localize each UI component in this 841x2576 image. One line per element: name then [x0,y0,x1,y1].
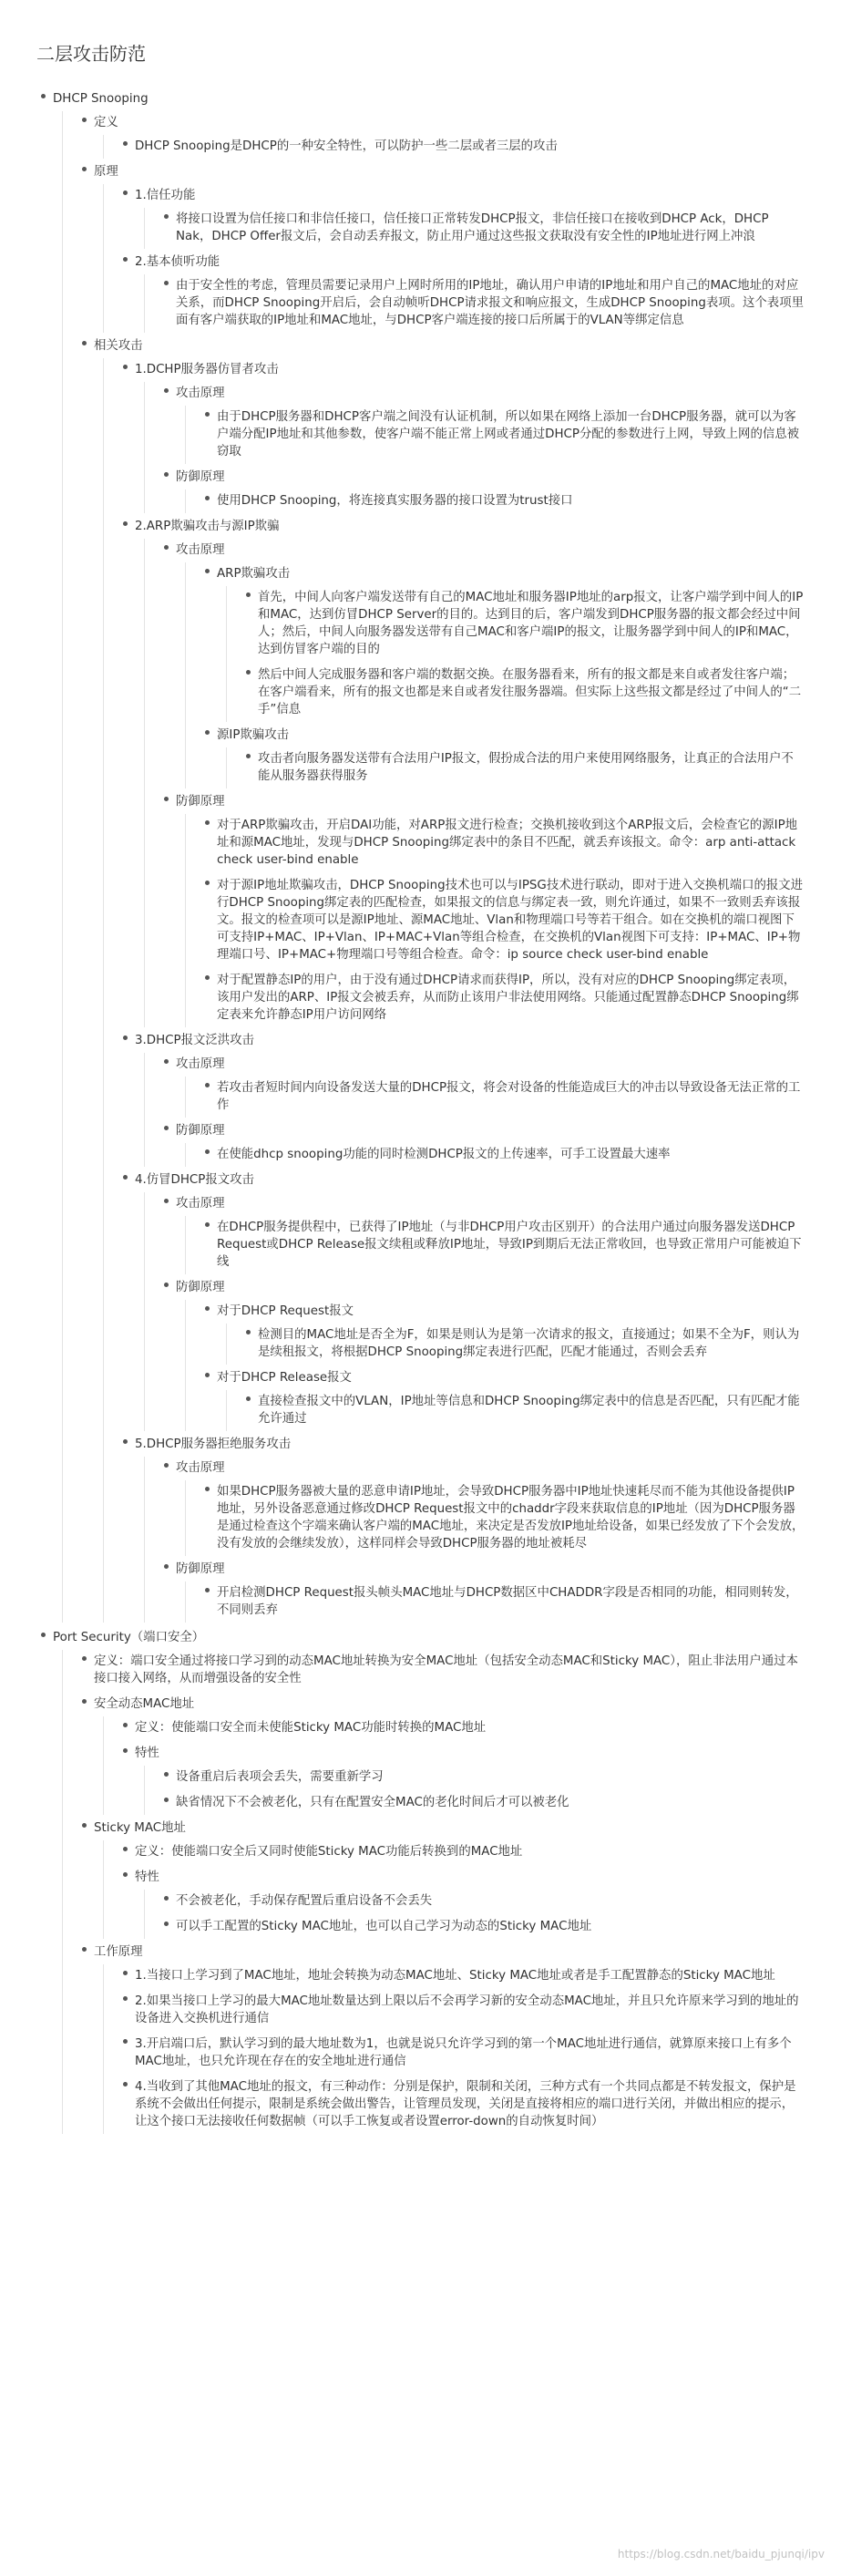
outline-leaf [200,406,805,464]
outline-leaf [118,135,805,159]
outline-children [185,1077,805,1118]
outline-leaf [118,1716,805,1740]
outline-node [159,1558,805,1623]
outline-node [118,1433,805,1623]
outline-text: 相关攻击 [94,339,143,353]
outline-leaf [200,1480,805,1556]
outline-node [77,1693,805,1815]
outline-children [144,208,805,249]
outline-children [103,184,805,333]
outline-node [77,160,805,333]
outline-node [77,111,805,159]
outline-children [226,1324,805,1365]
outline-leaf [200,489,805,513]
outline-leaf [118,1964,805,1988]
outline-text: DHCP Snooping是DHCP的一种安全特性，可以防护一些二层或者三层的攻击 [135,139,558,153]
outline-text: 3.DHCP报文泛洪攻击 [135,1034,254,1047]
outline-node [159,1053,805,1118]
outline-text: 工作原理 [94,1945,143,1959]
outline-node [118,1029,805,1167]
outline-children [144,1766,805,1815]
outline-children [144,539,805,1027]
outline-text: 攻击者向服务器发送带有合法用户IP报文，假扮成合法的用户来使用网络服务，让真正的合法用户不能从服务器获得服务 [258,752,794,783]
outline-text: 防御原理 [176,1281,225,1294]
outline-text: 直接检查报文中的VLAN，IP地址等信息和DHCP Snooping绑定表中的信息是否匹配，只有匹配才能允许通过 [258,1395,800,1426]
outline-text: 特性 [135,1870,159,1884]
outline-node [118,1742,805,1815]
outline-text: 由于DHCP服务器和DHCP客户端之间没有认证机制，所以如果在网络上添加一台DHCP服务器，就可以为客户端分配IP地址和其他参数，使客户端不能正常上网或者通过DHCP分配的参数进行上网，导致上网的信息被窃取 [217,410,800,459]
outline-text: 防御原理 [176,470,225,484]
outline-node [200,724,805,788]
outline-children [103,358,805,1623]
outline-text: 可以手工配置的Sticky MAC地址，也可以自己学习为动态的Sticky MAC地址 [176,1920,592,1933]
outline-text: 攻击原理 [176,1057,225,1071]
outline-children [185,406,805,464]
outline-text: 使用DHCP Snooping，将连接真实服务器的接口设置为trust接口 [217,494,573,508]
outline-text: 1.DCHP服务器仿冒者攻击 [135,363,279,376]
outline-node [200,1366,805,1431]
outline-text: Port Security（端口安全） [53,1631,205,1644]
outline-text: 原理 [94,165,118,179]
outline-leaf [241,664,805,722]
outline-text: 3.开启端口后，默认学习到的最大地址数为1，也就是说只允许学习到的第一个MAC地址进行通信，就算原来接口上有多个MAC地址，也只允许现在存在的安全地址进行通信 [135,2037,792,2068]
outline-node [36,1626,805,2134]
outline-text: 首先，中间人向客户端发送带有自己的MAC地址和服务器IP地址的arp报文，让客户端学到中间人的IP和MAC，达到仿冒DHCP Server的目的。达到目的后，客户端发到DHCP服务器的报文都会经过中间人；然后，中间人向服务器发送带有自己MAC和客户端IP的报文，让服务器学到中间人的IP和MAC，达到仿冒客户端的目的 [258,591,804,656]
outline-children [62,111,805,1623]
outline-text: 如果DHCP服务器被大量的恶意申请IP地址，会导致DHCP服务器中IP地址快速耗尽而不能为其他设备提供IP地址，另外设备恶意通过修改DHCP Request报文中的chaddr字段来获取信息的IP地址（因为DHCP服务器是通过检查这个字端来确认客户端的MAC地址，来决定是否发放IP地址给设备，如果已经发放了下个会发放，没有发放的会继续发放），这样同样会导致DHCP服务器的地址被耗尽 [217,1485,805,1551]
outline-node [159,539,805,788]
outline-text: 2.基本侦听功能 [135,255,221,269]
outline-leaf [159,1791,805,1815]
outline-leaf [77,1650,805,1691]
outline-node [118,358,805,513]
outline-text: 攻击原理 [176,1461,225,1475]
outline-node [159,790,805,1027]
outline-children [185,1216,805,1274]
outline-text: 攻击原理 [176,543,225,557]
outline-node [77,1941,805,2134]
outline-node [118,1866,805,1939]
outline-text: 攻击原理 [176,386,225,400]
outline-leaf [200,969,805,1027]
outline-text: 4.仿冒DHCP报文攻击 [135,1173,254,1187]
outline-text: 在DHCP服务提供程中，已获得了IP地址（与非DHCP用户攻击区别开）的合法用户通过向服务器发送DHCP Request或DHCP Release报文续租或释放IP地址，导致IP到期后无法正常收回，也导致正常用户可能被迫下线 [217,1221,802,1269]
outline-children [185,1300,805,1431]
outline-text: 防御原理 [176,1124,225,1138]
outline-text: 开启检测DHCP Request报头帧头MAC地址与DHCP数据区中CHADDR字段是否相同的功能，相同则转发，不同则丢弃 [217,1586,798,1617]
outline-node [159,1119,805,1167]
outline-leaf [118,2033,805,2074]
outline-text: 检测目的MAC地址是否全为F，如果是则认为是第一次请求的报文，直接通过；如果不全为F，则认为是续租报文，将根据DHCP Snooping绑定表进行匹配，匹配才能通过，否则会丢弃 [258,1328,800,1359]
outline-leaf [200,1582,805,1623]
outline-text: 由于安全性的考虑，管理员需要记录用户上网时所用的IP地址，确认用户申请的IP地址和用户自己的MAC地址的对应关系，而DHCP Snooping开启后，会自动帧听DHCP请求报文和响应报文，生成DHCP Snooping表项。这个表项里面有客户端获取的IP地址和MAC地址，与DHCP客户端连接的接口后所属于的VLAN等绑定信息 [176,279,804,327]
outline-children [103,1964,805,2134]
outline-node [118,251,805,333]
outline-leaf [241,1390,805,1431]
outline-text: 不会被老化，手动保存配置后重启设备不会丢失 [176,1894,433,1908]
outline-text: 4.当收到了其他MAC地址的报文，有三种动作：分别是保护，限制和关闭，三种方式有一个共同点都是不转发报文，保护是系统不会做出任何提示，限制是系统会做出警告，让管理员发现，关闭是直接将相应的端口进行关闭，并做出相应的提示，让这个接口无法接收任何数据帧（可以手工恢复或者设置error-down的自动恢复时间） [135,2080,796,2128]
outline-text: 然后中间人完成服务器和客户端的数据交换。在服务器看来，所有的报文都是来自或者发往客户端；在客户端看来，所有的报文也都是来自或者发往服务器端。但实际上这些报文都是经过了中间人的“二手”信息 [258,668,802,716]
outline-children [185,814,805,1027]
outline-children [144,1192,805,1431]
outline-text: 若攻击者短时间内向设备发送大量的DHCP报文，将会对设备的性能造成巨大的冲击以导致设备无法正常的工作 [217,1081,801,1112]
outline-children [185,562,805,788]
outline-node [77,1817,805,1939]
outline-leaf [159,1890,805,1913]
outline-children [144,382,805,513]
outline-node [159,1457,805,1556]
outline-children [226,1390,805,1431]
outline-text: 定义：使能端口安全后又同时使能Sticky MAC功能后转换到的MAC地址 [135,1845,523,1859]
outline-children [185,1480,805,1556]
outline-leaf [159,208,805,249]
outline-text: Sticky MAC地址 [94,1821,186,1835]
outline-children [185,489,805,513]
outline-text: DHCP Snooping [53,92,149,106]
outline-text: 对于源IP地址欺骗攻击，DHCP Snooping技术也可以与IPSG技术进行联动，即对于进入交换机端口的报文进行DHCP Snooping绑定表的匹配检查，如果报文的信息与绑定表一致，则允许通过，如果不一致则丢弃该报文。报文的检查项可以是源IP地址、源MAC地址、Vlan和物理端口号等若干组合。如在交换机的端口视图下可支持IP+MAC、IP+Vlan、IP+MAC+Vlan等组合检查，在交换机的Vlan视图下可支持：IP+MAC、IP+物理端口号、IP+MAC+物理端口号等组合检查。命令：ip source check user-bind enable [217,879,804,962]
outline-text: 定义：端口安全通过将接口学习到的动态MAC地址转换为安全MAC地址（包括安全动态MAC和Sticky MAC），阻止非法用户通过本接口接入网络，从而增强设备的安全性 [94,1654,798,1685]
outline-text: 攻击原理 [176,1197,225,1211]
outline-children [62,1650,805,2134]
outline-leaf [200,874,805,967]
page-title: 二层攻击防范 [36,43,146,65]
outline-children [103,135,805,159]
outline-children [103,1716,805,1815]
outline-text: 2.ARP欺骗攻击与源IP欺骗 [135,520,280,533]
outline-children [144,1053,805,1167]
outline-children [144,1890,805,1939]
outline-text: 定义 [94,116,118,129]
outline-text: 源IP欺骗攻击 [217,728,289,742]
outline-children [144,1457,805,1623]
outline-text: 对于DHCP Release报文 [217,1371,352,1385]
outline-leaf [159,1915,805,1939]
outline-text: 1.信任功能 [135,189,196,202]
outline-node [159,1192,805,1274]
outline-text: 1.当接口上学习到了MAC地址，地址会转换为动态MAC地址、Sticky MAC地址或者是手工配置静态的Sticky MAC地址 [135,1969,775,1983]
outline-node [118,515,805,1027]
outline-leaf [118,2076,805,2134]
outline-leaf [241,1324,805,1365]
outline-leaf [241,586,805,662]
outline-leaf [159,1766,805,1789]
outline-leaf [200,1143,805,1167]
outline-text: 对于配置静态IP的用户，由于没有通过DHCP请求而获得IP，所以，没有对应的DHCP Snooping绑定表项，该用户发出的ARP、IP报文会被丢弃，从而防止该用户非法使用网络。只能通过配置静态DHCP Snooping绑定表来允许静态IP用户访问网络 [217,974,799,1022]
outline-text: 对于ARP欺骗攻击，开启DAI功能，对ARP报文进行检查；交换机接收到这个ARP报文后，会检查它的源IP地址和源MAC地址，发现与DHCP Snooping绑定表中的条目不匹配，就丢弃该报文。命令：arp anti-attack check user-bind enable [217,819,798,867]
outline-node [159,382,805,464]
outline-node [118,1169,805,1431]
outline-node [159,1276,805,1431]
outline-node [77,335,805,1623]
outline-text: 特性 [135,1747,159,1760]
watermark: https://blog.csdn.net/baidu_pjunqi/ipv [617,2548,825,2561]
outline-text: 安全动态MAC地址 [94,1697,195,1711]
outline-children [185,1143,805,1167]
outline-children [103,1840,805,1939]
outline-children [185,1582,805,1623]
outline-text: 设备重启后表项会丢失，需要重新学习 [176,1770,384,1784]
outline-text: 定义：使能端口安全而未使能Sticky MAC功能时转换的MAC地址 [135,1721,487,1735]
outline-leaf [200,814,805,872]
outline-text: 将接口设置为信任接口和非信任接口，信任接口正常转发DHCP报文，非信任接口在接收到DHCP Ack，DHCP Nak，DHCP Offer报文后，会自动丢弃报文，防止用户通过这些报文获取没有安全性的IP地址进行网上冲浪 [176,212,769,243]
outline-text: ARP欺骗攻击 [217,567,291,581]
outline-text: 2.如果当接口上学习的最大MAC地址数量达到上限以后不会再学习新的安全动态MAC地址，并且只允许原来学习到的地址的设备进入交换机进行通信 [135,1994,799,2025]
outline-text: 防御原理 [176,1562,225,1576]
outline-node [200,1300,805,1365]
outline-leaf [118,1840,805,1864]
outline-leaf [241,747,805,788]
outline-leaf [159,274,805,333]
outline-text: 5.DHCP服务器拒绝服务攻击 [135,1437,292,1451]
outline-text: 对于DHCP Request报文 [217,1304,354,1318]
outline-text: 防御原理 [176,795,225,809]
outline-text: 在使能dhcp snooping功能的同时检测DHCP报文的上传速率，可手工设置最大速率 [217,1148,671,1161]
outline-children [226,586,805,722]
outline-node [200,562,805,722]
outline-children [226,747,805,788]
outline-leaf [200,1216,805,1274]
outline-node [118,184,805,249]
outline-leaf [200,1077,805,1118]
outline-leaf [118,1990,805,2031]
outline-tree [36,88,805,2134]
outline-children [144,274,805,333]
outline-node [36,88,805,1623]
outline-text: 缺省情况下不会被老化，只有在配置安全MAC的老化时间后才可以被老化 [176,1796,569,1809]
outline-node [159,466,805,513]
